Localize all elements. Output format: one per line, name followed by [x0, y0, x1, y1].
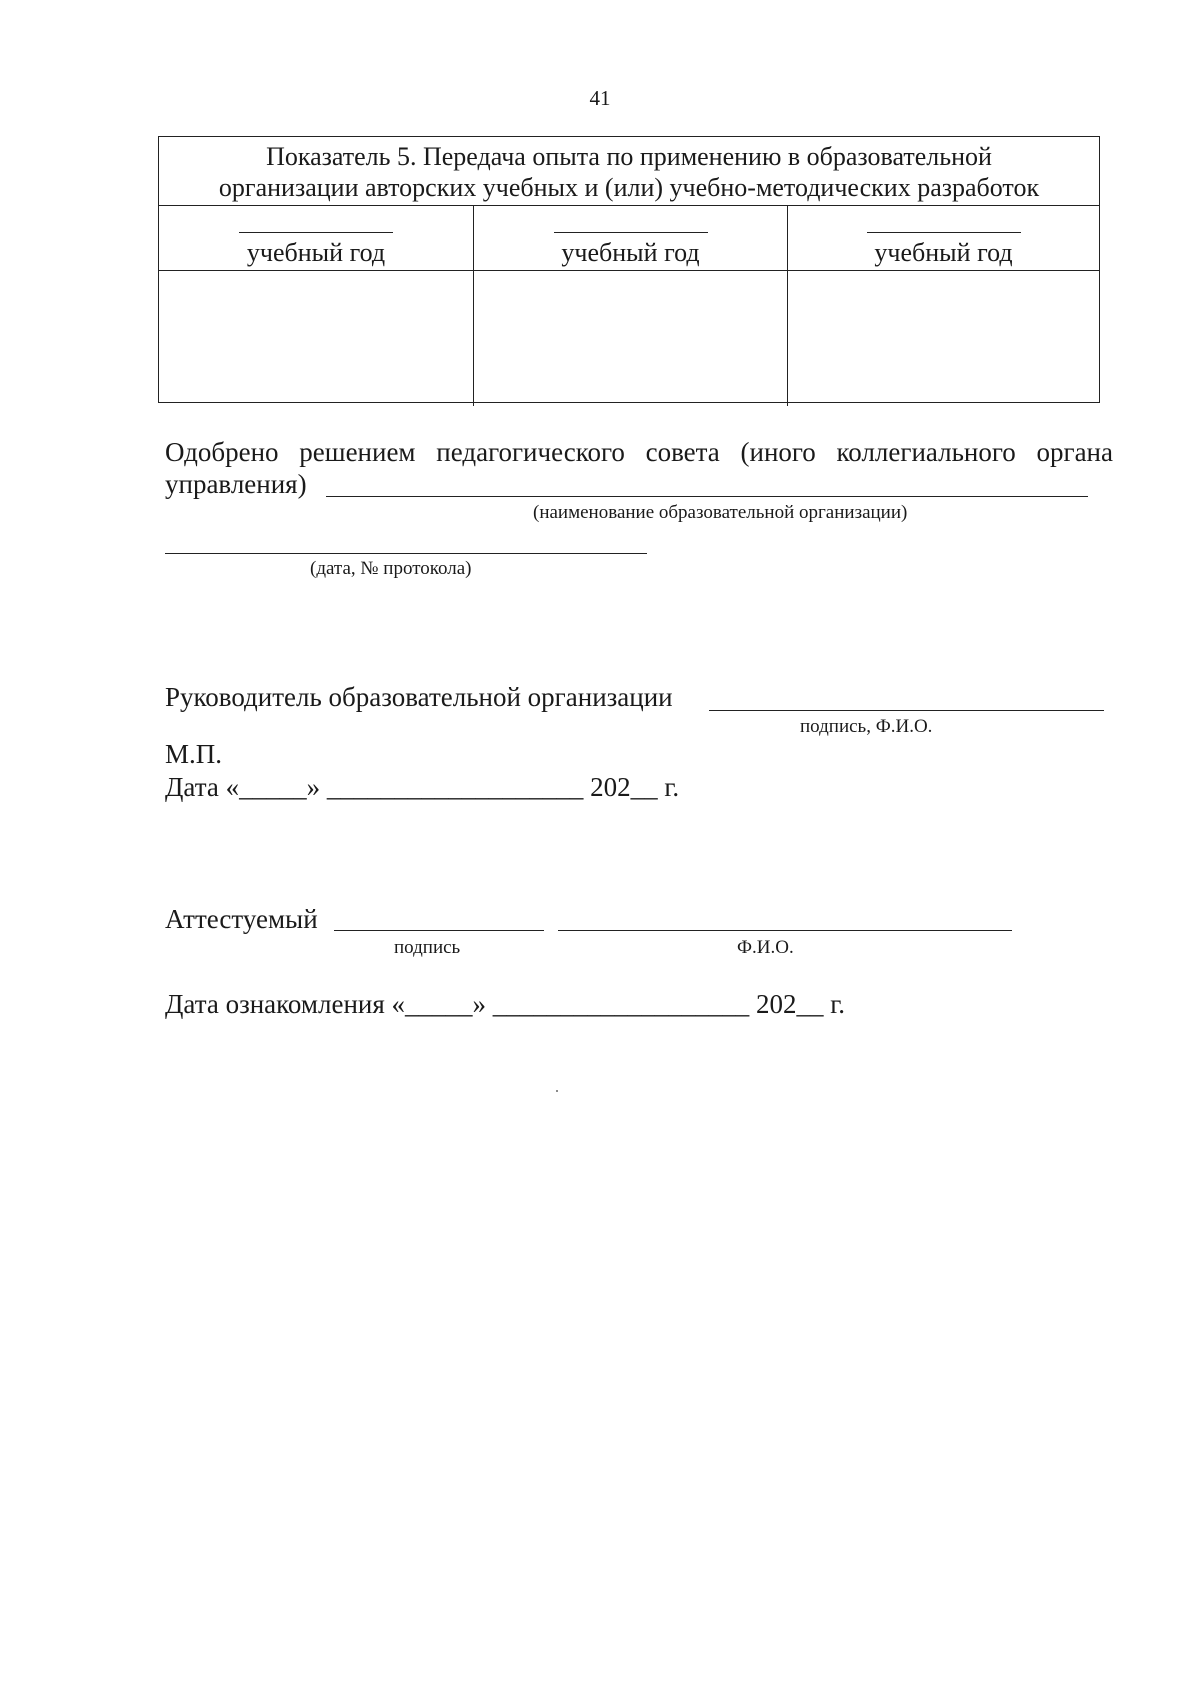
org-name-caption: (наименование образовательной организации): [533, 502, 908, 523]
attestee-label: Аттестуемый: [165, 904, 318, 934]
table-header-line-2: организации авторских учебных и (или) учебно-методических разработок: [218, 173, 1040, 202]
year-blank-line-1: [239, 232, 393, 233]
year-row: [159, 206, 1099, 406]
approval-text-line-2: управления): [165, 469, 307, 499]
year-column-2: [473, 206, 787, 406]
stamp-label: М.П.: [165, 739, 223, 769]
year-blank-line-2: [554, 232, 708, 233]
approval-text-line-1: Одобрено решением педагогического совета (иного коллегиального органа: [165, 437, 1113, 467]
attestee-name-caption: Ф.И.О.: [737, 937, 794, 958]
page-number: 41: [589, 86, 611, 110]
year-header-cell-2: [474, 206, 787, 271]
attestee-signature-caption: подпись: [394, 937, 461, 958]
head-date-line: Дата «_____» ___________________ 202__ г.: [165, 772, 680, 802]
scan-speck: [556, 1090, 558, 1092]
attestee-signature-line: [334, 930, 544, 931]
year-header-cell-3: [788, 206, 1099, 271]
head-signature-caption: подпись, Ф.И.О.: [800, 716, 933, 737]
table-header: [159, 137, 1099, 206]
org-name-line: [326, 496, 1088, 497]
year-column-1: [159, 206, 473, 406]
year-header-cell-1: [159, 206, 473, 271]
head-signature-line: [709, 710, 1104, 711]
year-label-3: учебный год: [874, 238, 1013, 267]
protocol-caption: (дата, № протокола): [310, 558, 472, 579]
year-label-1: учебный год: [246, 238, 386, 267]
year-label-2: учебный год: [561, 238, 700, 267]
year-blank-line-3: [867, 232, 1021, 233]
attestee-date-line: Дата ознакомления «_____» ___________________ 202__ г.: [165, 989, 846, 1019]
protocol-line: [165, 553, 647, 554]
year-column-3: [787, 206, 1099, 406]
attestee-name-line: [558, 930, 1012, 931]
head-label: Руководитель образовательной организации: [165, 682, 673, 712]
table-header-line-1: Показатель 5. Передача опыта по применению в образовательной: [266, 142, 992, 171]
indicator-table: [158, 136, 1100, 403]
